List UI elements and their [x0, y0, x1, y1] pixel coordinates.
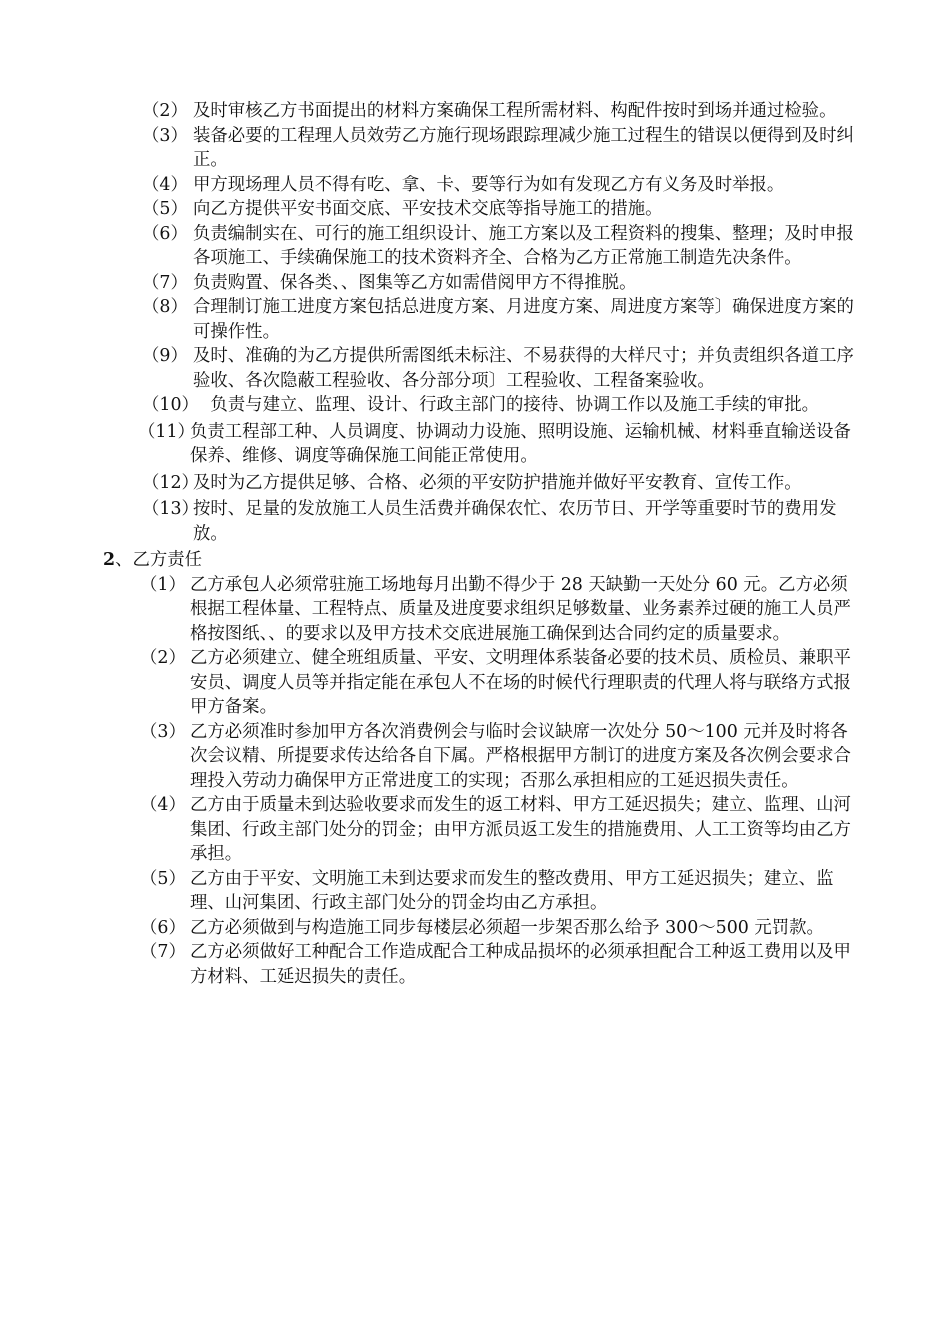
item-number: （8） — [142, 297, 188, 317]
item-text: 乙方必须建立、健全班组质量、平安、文明理体系装备必要的技术员、质检员、兼职平安员、调度人员等并指定能在承包人不在场的时候代行理职责的代理人将与联络方式报甲方备案。 — [190, 648, 851, 717]
item-text: 乙方由于质量未到达验收要求而发生的返工材料、甲方工延迟损失；建立、监理、山河集团、行政主部门处分的罚金；由甲方派员返工发生的措施费用、人工工资等均由乙方承担。 — [190, 795, 851, 864]
item-number: （7） — [140, 942, 186, 962]
item-text: 装备必要的工程理人员效劳乙方施行现场跟踪理减少施工过程生的错误以便得到及时纠正。 — [193, 125, 854, 170]
list-item — [0, 867, 862, 916]
list-item — [0, 124, 858, 173]
item-text: 乙方由于平安、文明施工未到达要求而发生的整改费用、甲方工延迟损失；建立、监理、山河集团、行政主部门处分的罚金均由乙方承担。 — [190, 868, 834, 913]
list-item — [0, 420, 860, 469]
list-item — [0, 471, 858, 496]
list-item — [0, 916, 862, 941]
item-number: （3） — [142, 125, 188, 146]
item-number: （6） — [142, 223, 188, 244]
section-heading — [0, 548, 950, 573]
item-text: 乙方必须准时参加甲方各次消费例会与临时会议缺席一次处分 50～100 元并及时将各次会议精、所提要求传达给各自下属。严格根据甲方制订的进度方案及各次例会要求合理投入劳动力确保甲方正常进度工的实现；否那么承担相应的工延迟损失责任。 — [190, 721, 851, 791]
item-number: （12） — [142, 472, 199, 493]
item-text: 负责与建立、监理、设计、行政主部门的接待、协调工作以及施工手续的审批。 — [193, 395, 820, 415]
item-number: （2） — [140, 648, 186, 668]
list-item — [0, 497, 858, 546]
party-b-list — [0, 573, 950, 990]
section-title: 、乙方责任 — [115, 550, 203, 570]
item-text: 乙方必须做到与构造施工同步每楼层必须超一步架否那么给予 300～500 元罚款。 — [190, 917, 824, 938]
item-number: （2） — [142, 101, 188, 121]
list-item — [0, 940, 862, 989]
list-item — [0, 793, 862, 867]
item-text: 合理制订施工进度方案包括总进度方案、月进度方案、周进度方案等〕确保进度方案的可操作性。 — [193, 297, 854, 342]
list-item — [0, 344, 858, 393]
item-number: （5） — [140, 868, 186, 889]
section-number: 2 — [103, 550, 116, 570]
party-a-list — [0, 99, 950, 989]
item-text: 及时、准确的为乙方提供所需图纸未标注、不易获得的大样尺寸；并负责组织各道工序验收、各次隐蔽工程验收、各分部分项〕工程验收、工程备案验收。 — [193, 346, 854, 391]
item-text: 按时、足量的发放施工人员生活费并确保农忙、农历节日、开学等重要时节的费用发放。 — [193, 499, 837, 544]
item-text: 负责购置、保各类、、图集等乙方如需借阅甲方不得推脱。 — [193, 272, 637, 293]
list-item — [0, 222, 858, 271]
item-number: （5） — [142, 199, 188, 219]
item-number: （10） — [142, 395, 199, 415]
item-text: 乙方承包人必须常驻施工场地每月出勤不得少于 28 天缺勤一天处分 60 元。乙方必须根据工程体量、工程特点、质量及进度要求组织足够数量、业务素养过硬的施工人员严格按图纸、、的要求以及甲方技术交底进展施工确保到达合同约定的质量要求。 — [190, 574, 851, 644]
list-item — [0, 173, 858, 198]
list-item — [0, 197, 858, 222]
item-number: （4） — [140, 795, 186, 815]
item-number: （7） — [142, 272, 188, 293]
item-number: （1） — [140, 574, 186, 595]
list-item — [0, 99, 858, 124]
list-item — [0, 393, 858, 418]
list-item — [0, 295, 858, 344]
item-text: 及时审核乙方书面提出的材料方案确保工程所需材料、构配件按时到场并通过检验。 — [193, 101, 837, 121]
item-text: 负责工程部工种、人员调度、协调动力设施、照明设施、运输机械、材料垂直输送设备保养、维修、调度等确保施工间能正常使用。 — [190, 421, 851, 466]
item-text: 负责编制实在、可行的施工组织设计、施工方案以及工程资料的搜集、整理；及时申报各项施工、手续确保施工的技术资料齐全、合格为乙方正常施工制造先决条件。 — [193, 223, 854, 268]
item-text: 及时为乙方提供足够、合格、必须的平安防护措施并做好平安教育、宣传工作。 — [193, 472, 802, 493]
item-number: （13） — [142, 499, 199, 519]
item-number: （9） — [142, 346, 188, 366]
list-item — [0, 573, 862, 647]
item-text: 向乙方提供平安书面交底、平安技术交底等指导施工的措施。 — [193, 199, 663, 219]
item-number: （3） — [140, 721, 186, 742]
list-item — [0, 646, 862, 720]
item-text: 甲方现场理人员不得有吃、拿、卡、要等行为如有发现乙方有义务及时举报。 — [193, 174, 785, 195]
item-text: 乙方必须做好工种配合工作造成配合工种成品损坏的必须承担配合工种返工费用以及甲方材料、工延迟损失的责任。 — [190, 942, 851, 987]
item-number: （11） — [138, 421, 195, 442]
list-item — [0, 271, 858, 296]
item-number: （4） — [142, 174, 188, 195]
item-number: （6） — [140, 917, 186, 938]
list-item — [0, 720, 862, 794]
